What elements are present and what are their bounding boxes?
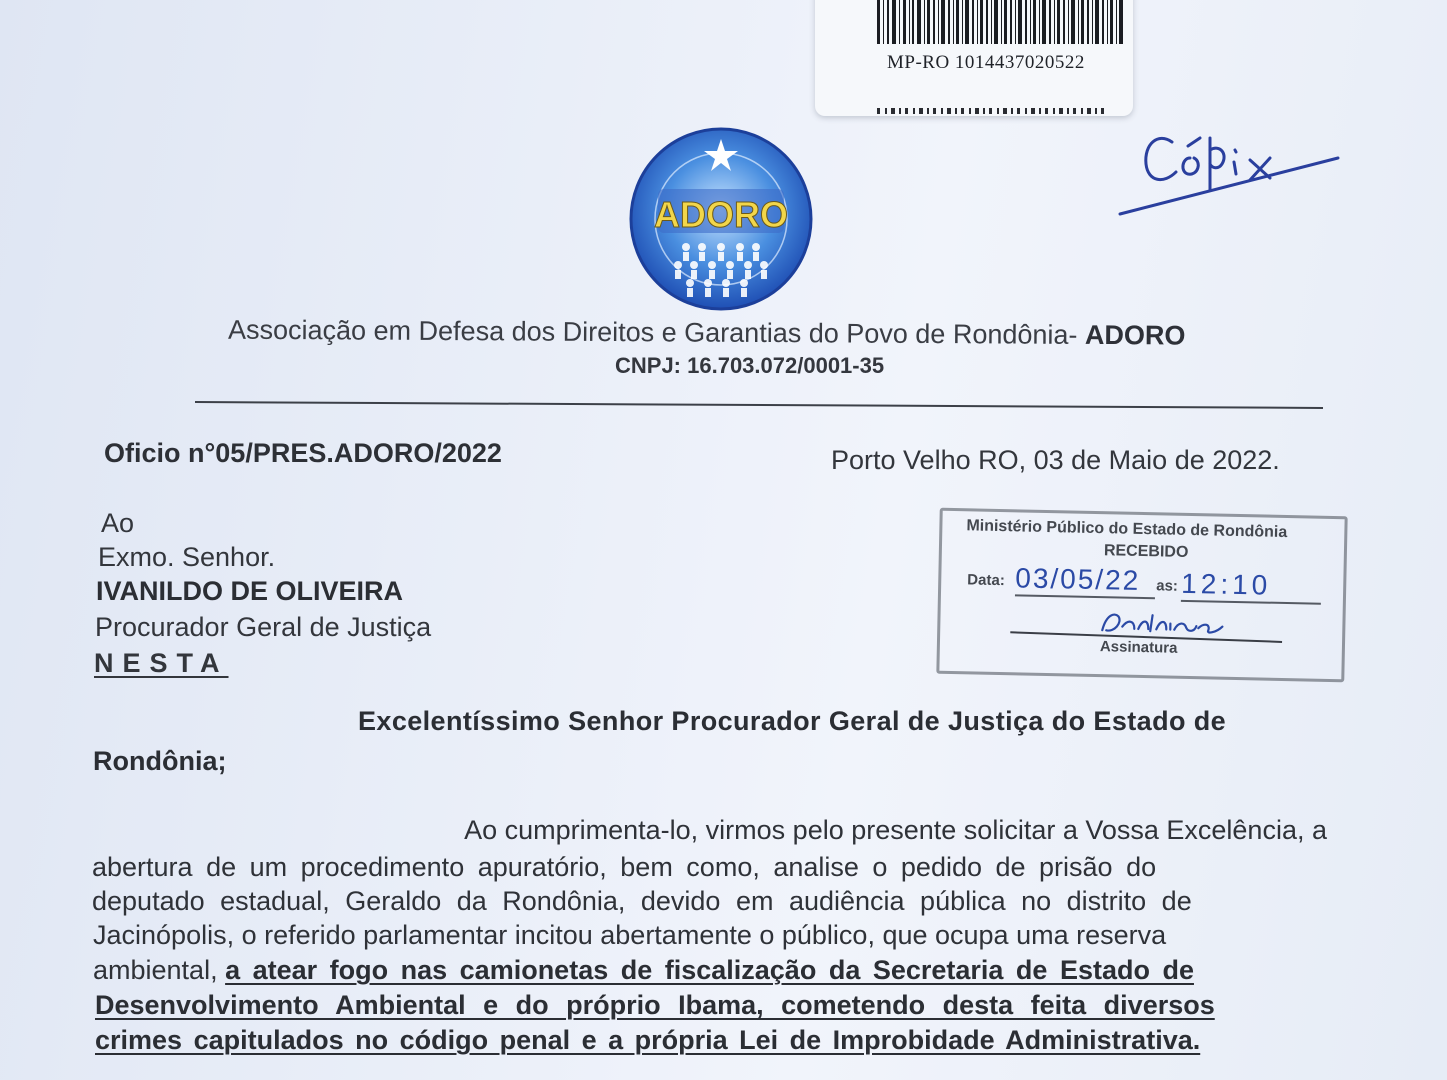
body-line-5-plain: ambiental,	[93, 955, 218, 985]
recipient-nesta: NESTA	[94, 648, 229, 678]
body-line-7: crimes capitulados no código penal e a própria Lei de Improbidade Administrativa.	[95, 1025, 1201, 1055]
salutation-line-2: Rondônia;	[93, 746, 227, 776]
letterhead-cnpj: CNPJ: 16.703.072/0001-35	[615, 353, 885, 378]
org-full-name: Associação em Defesa dos Direitos e Garantias do Povo de Rondônia-	[227, 314, 1078, 350]
logo-acronym: ADORO	[654, 194, 788, 235]
recipient-line-ao: Ao	[101, 508, 135, 538]
stamp-time-label: as:	[1156, 577, 1179, 595]
letterhead-org-name	[228, 315, 1308, 353]
adoro-logo	[628, 125, 814, 313]
salutation-text: Excelentíssimo Senhor Procurador Geral de Justiça do Estado de	[358, 706, 1227, 736]
barcode-stub	[877, 108, 1127, 114]
body-line-6: Desenvolvimento Ambiental e do próprio Ibama, cometendo desta feita diversos	[95, 990, 1215, 1020]
recipient-honorific: Exmo. Senhor.	[98, 542, 276, 572]
document-number: Oficio n°05/PRES.ADORO/2022	[104, 438, 502, 468]
recipient-title: Procurador Geral de Justiça	[95, 612, 432, 642]
stamp-received: RECEBIDO	[1103, 542, 1189, 561]
letterhead-divider	[195, 401, 1323, 409]
stamp-title: Ministério Público do Estado de Rondônia	[966, 517, 1288, 542]
stamp-date-value: 03/05/22	[1015, 562, 1156, 599]
handwritten-copy-mark	[1110, 110, 1350, 225]
body-line-1: Ao cumprimenta-lo, virmos pelo presente solicitar a Vossa Excelência, a	[464, 815, 1327, 845]
body-line-5-underlined: a atear fogo nas camionetas de fiscalização da Secretaria de Estado de	[225, 955, 1194, 985]
salutation-line-1	[358, 706, 1328, 737]
sticker-id-number: MP-RO 1014437020522	[887, 52, 1085, 73]
body-line-5	[93, 955, 1194, 986]
stamp-date-label: Data:	[967, 571, 1005, 590]
stamp-time-value: 12:10	[1181, 568, 1322, 605]
body-line-2: abertura de um procedimento apuratório, bem como, analise o pedido de prisão do	[92, 852, 1157, 882]
recipient-name: IVANILDO DE OLIVEIRA	[96, 576, 404, 606]
barcode-graphic	[877, 0, 1127, 44]
barcode-sticker	[815, 0, 1133, 116]
body-line-4: Jacinópolis, o referido parlamentar incitou abertamente o público, que ocupa uma reserva	[93, 920, 1167, 950]
stamp-signature-label: Assinatura	[1099, 638, 1178, 657]
org-acronym: ADORO	[1084, 319, 1186, 351]
body-line-3: deputado estadual, Geraldo da Rondônia, devido em audiência pública no distrito de	[92, 886, 1192, 916]
received-stamp	[936, 508, 1347, 683]
place-and-date: Porto Velho RO, 03 de Maio de 2022.	[831, 445, 1280, 475]
